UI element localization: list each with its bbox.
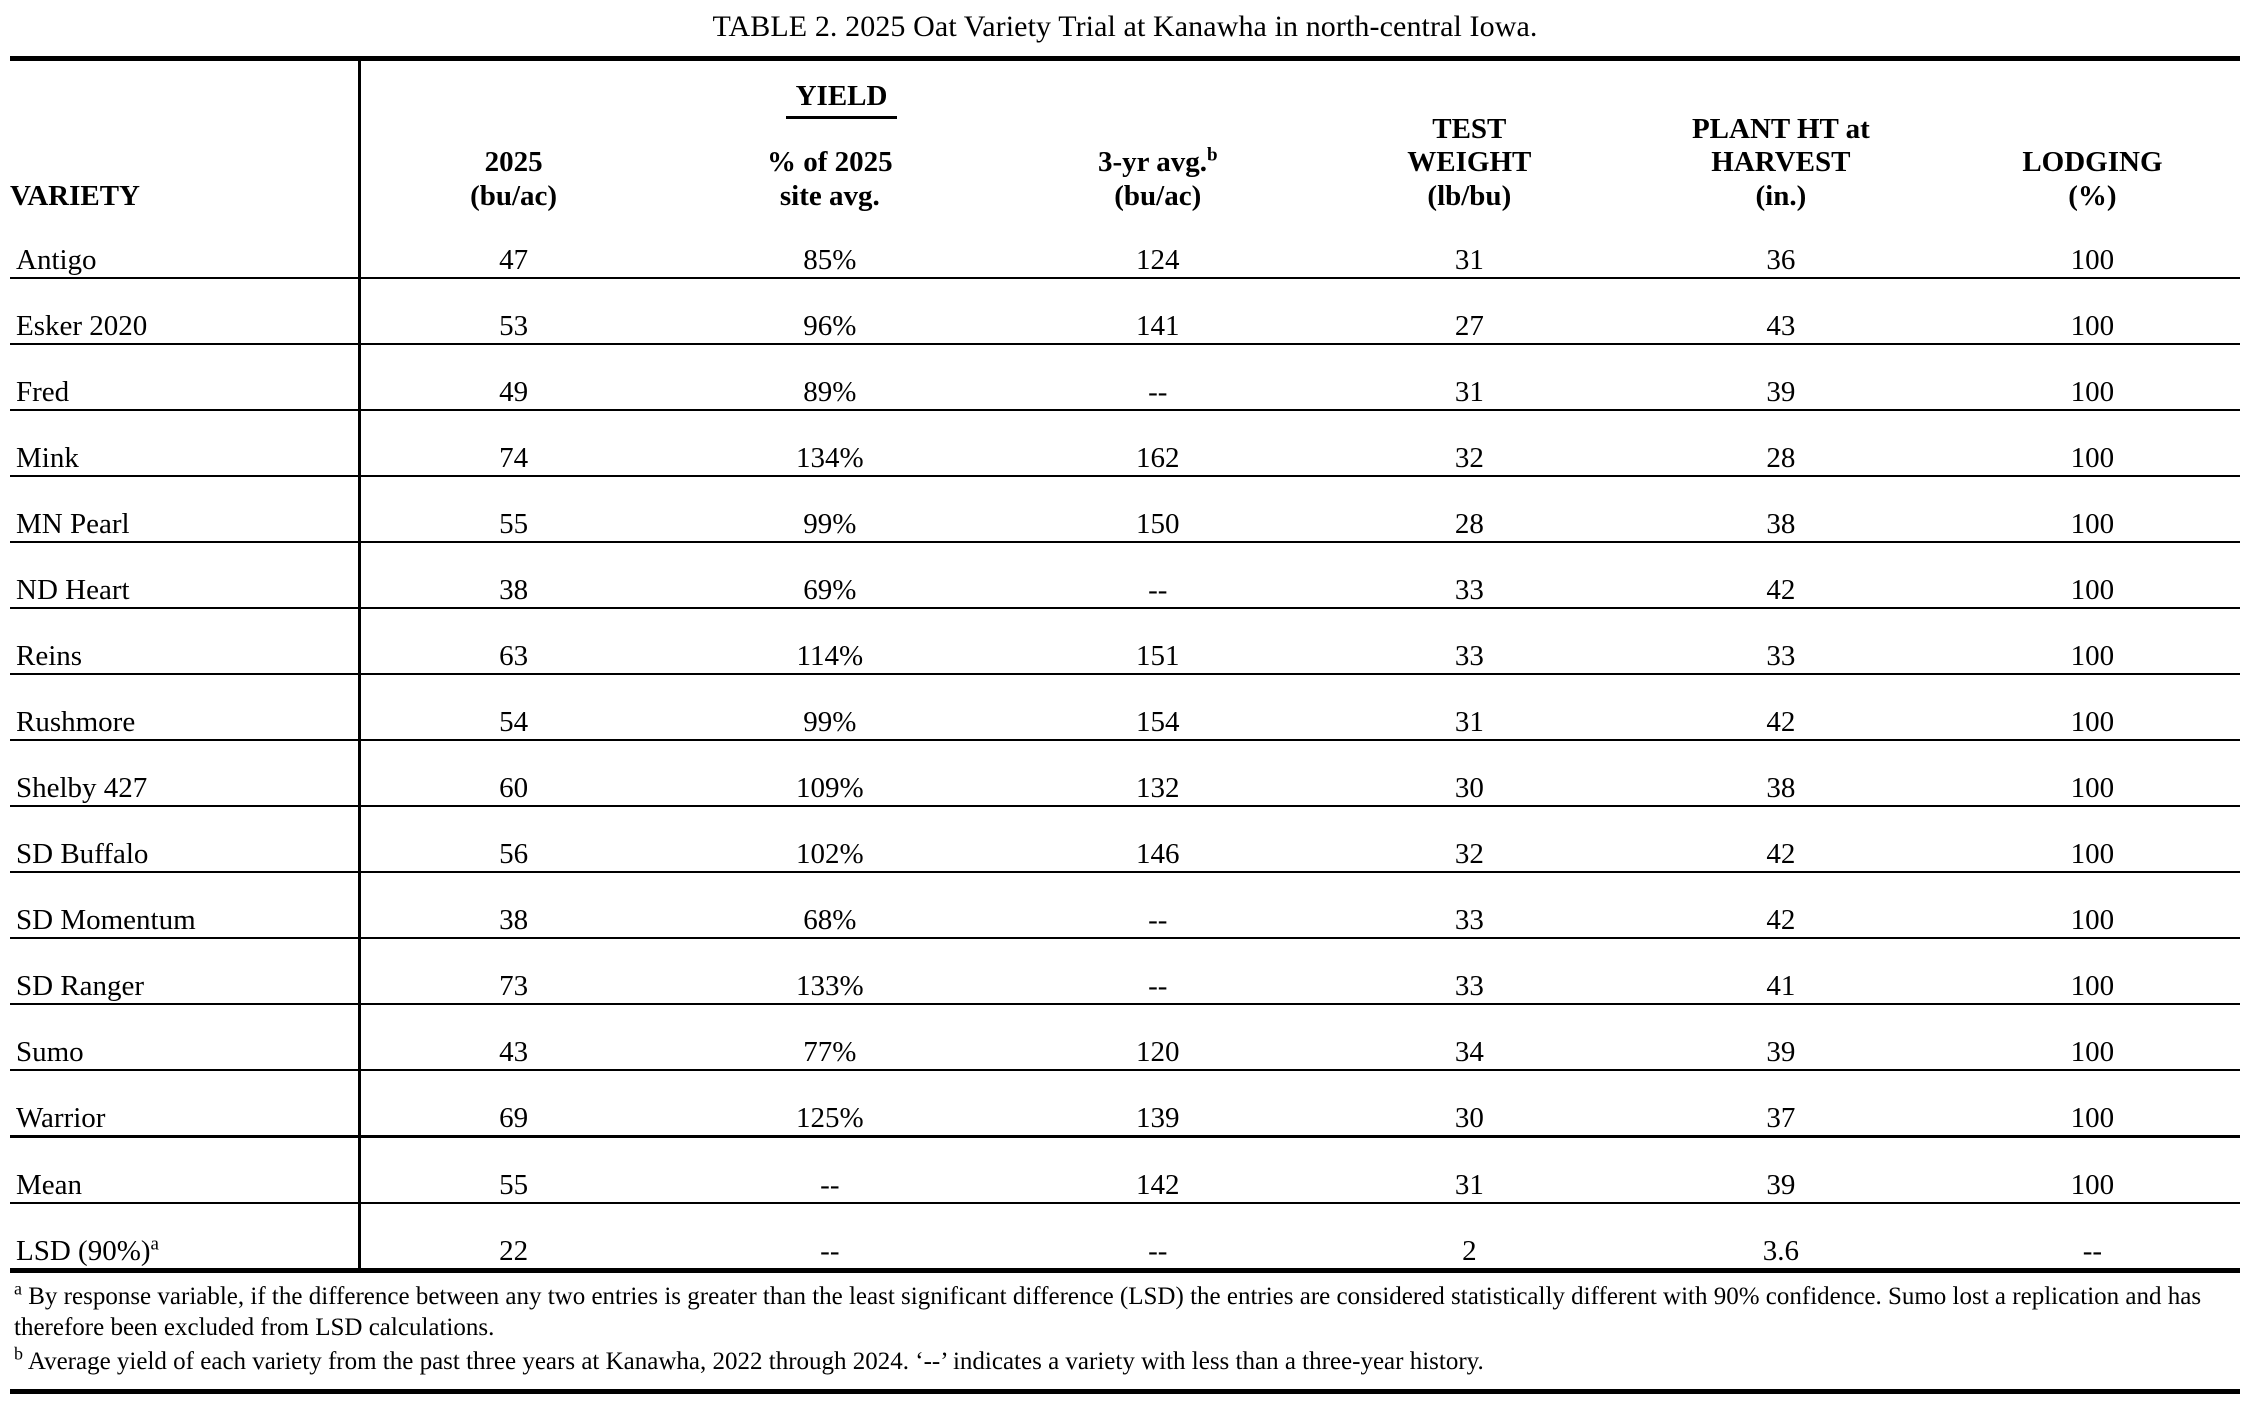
cell-plant-height: 3.6 (1762, 1235, 1799, 1268)
cell-pct-site-avg: 134% (666, 410, 994, 476)
table-body (10, 213, 2240, 1268)
variety-label: Shelby 427 (16, 772, 148, 805)
cell-variety (10, 872, 360, 938)
cell-plant-height: 33 (1617, 608, 1945, 674)
pct-site-line2: site avg. (779, 179, 880, 212)
table-row (10, 608, 2240, 674)
variety-label: Mink (16, 442, 79, 475)
column-header-pct-site-avg (666, 113, 994, 213)
table-row (10, 1070, 2240, 1137)
cell-variety (10, 410, 360, 476)
cell-3yr-avg: -- (994, 938, 1322, 1004)
column-header-variety: VARIETY (10, 113, 360, 213)
cell-test-weight: 30 (1322, 740, 1617, 806)
variety-label: Warrior (16, 1102, 106, 1135)
three-yr-line1 (994, 146, 1322, 179)
cell-variety (10, 674, 360, 740)
footnotes (10, 1273, 2240, 1379)
cell-variety (10, 344, 360, 410)
lodging-line1: LODGING (2022, 146, 2163, 179)
yield-2025-line1: 2025 (484, 146, 543, 179)
cell-pct-site-avg: 125% (666, 1070, 994, 1137)
cell-plant-height: 42 (1617, 542, 1945, 608)
cell-test-weight: 31 (1322, 213, 1617, 278)
table-row (10, 740, 2240, 806)
table-row (10, 344, 2240, 410)
test-weight-line3: (lb/bu) (1427, 179, 1512, 212)
cell-plant-height: 28 (1617, 410, 1945, 476)
header-group-lodging (1945, 61, 2240, 113)
cell-3yr-avg: 120 (994, 1004, 1322, 1070)
cell-variety (10, 1004, 360, 1070)
cell-lodging: 100 (1945, 344, 2240, 410)
cell-lodging: -- (2082, 1235, 2103, 1268)
cell-plant-height: 36 (1617, 213, 1945, 278)
cell-yield-2025: 54 (360, 674, 666, 740)
column-header-3yr-avg (994, 113, 1322, 213)
cell-3yr-avg: -- (994, 344, 1322, 410)
cell-3yr-avg: 151 (994, 608, 1322, 674)
cell-test-weight: 33 (1322, 938, 1617, 1004)
variety-label: LSD (90%) (16, 1235, 151, 1268)
cell-plant-height: 42 (1617, 872, 1945, 938)
cell-yield-2025: 56 (360, 806, 666, 872)
cell-yield-2025: 74 (360, 410, 666, 476)
cell-plant-height: 39 (1617, 1004, 1945, 1070)
cell-lodging: 100 (1945, 213, 2240, 278)
cell-plant-height: 42 (1617, 674, 1945, 740)
cell-variety (10, 608, 360, 674)
cell-yield-2025: 38 (360, 872, 666, 938)
cell-test-weight: 34 (1322, 1004, 1617, 1070)
cell-test-weight: 33 (1322, 872, 1617, 938)
cell-lodging: 100 (1945, 410, 2240, 476)
variety-label: Fred (16, 376, 70, 409)
cell-lodging: 100 (1945, 806, 2240, 872)
page-title: TABLE 2. 2025 Oat Variety Trial at Kanawha in north-central Iowa. (712, 10, 1538, 43)
cell-yield-2025: 63 (360, 608, 666, 674)
header-group-blank (10, 61, 360, 113)
cell-yield-2025: 38 (360, 542, 666, 608)
cell-test-weight: 27 (1322, 278, 1617, 344)
table-row (10, 542, 2240, 608)
cell-plant-height: 39 (1617, 344, 1945, 410)
yield-group-label: YIELD (786, 80, 898, 119)
cell-pct-site-avg: 99% (666, 476, 994, 542)
three-yr-line2: (bu/ac) (1114, 179, 1202, 212)
variety-label: Reins (16, 640, 83, 673)
table-head (10, 61, 2240, 213)
cell-lodging: 100 (1945, 674, 2240, 740)
cell-3yr-avg: 124 (994, 213, 1322, 278)
cell-lodging: 100 (1945, 872, 2240, 938)
cell-yield-2025: 53 (360, 278, 666, 344)
cell-pct-site-avg: 85% (666, 213, 994, 278)
cell-test-weight: 28 (1322, 476, 1617, 542)
cell-test-weight: 33 (1322, 542, 1617, 608)
column-header-plant-height (1617, 113, 1945, 213)
lodging-line2: (%) (2068, 179, 2117, 212)
column-header-test-weight (1322, 113, 1617, 213)
cell-test-weight: 2 (1462, 1235, 1477, 1268)
cell-3yr-avg: 142 (994, 1137, 1322, 1204)
footnote-mark: b (14, 1343, 23, 1364)
cell-plant-height: 43 (1617, 278, 1945, 344)
plant-ht-line3: (in.) (1755, 179, 1807, 212)
cell-pct-site-avg: -- (820, 1235, 840, 1268)
page-bottom-rule (10, 1389, 2240, 1394)
cell-lodging: 100 (1945, 1004, 2240, 1070)
cell-yield-2025: 55 (360, 1137, 666, 1204)
three-yr-label: 3-yr avg. (1097, 146, 1207, 179)
cell-variety (10, 1070, 360, 1137)
yield-2025-line2: (bu/ac) (470, 179, 558, 212)
cell-3yr-avg: -- (994, 872, 1322, 938)
cell-3yr-avg: 154 (994, 674, 1322, 740)
cell-plant-height: 41 (1617, 938, 1945, 1004)
cell-pct-site-avg: 96% (666, 278, 994, 344)
cell-lodging: 100 (1945, 1070, 2240, 1137)
table-row (10, 938, 2240, 1004)
cell-plant-height: 38 (1617, 740, 1945, 806)
cell-pct-site-avg: 89% (666, 344, 994, 410)
cell-lodging: 100 (1945, 542, 2240, 608)
variety-label: SD Buffalo (16, 838, 149, 871)
cell-pct-site-avg: 109% (666, 740, 994, 806)
cell-3yr-avg: 146 (994, 806, 1322, 872)
column-header-lodging (1945, 113, 2240, 213)
cell-test-weight: 31 (1322, 344, 1617, 410)
test-weight-line2: WEIGHT (1407, 146, 1532, 179)
cell-pct-site-avg: 77% (666, 1004, 994, 1070)
cell-test-weight: 32 (1322, 806, 1617, 872)
three-yr-footnote-mark: b (1206, 144, 1218, 166)
cell-pct-site-avg: 68% (666, 872, 994, 938)
cell-lodging: 100 (1945, 278, 2240, 344)
header-group-row (10, 61, 2240, 113)
footnote-b (14, 1343, 2236, 1377)
footnote-a (14, 1278, 2236, 1344)
header-group-test-weight (1322, 61, 1617, 113)
cell-3yr-avg: 150 (994, 476, 1322, 542)
cell-yield-2025: 47 (360, 213, 666, 278)
cell-plant-height: 42 (1617, 806, 1945, 872)
cell-yield-2025: 60 (360, 740, 666, 806)
cell-plant-height: 37 (1617, 1070, 1945, 1137)
table-row (10, 872, 2240, 938)
cell-variety (10, 542, 360, 608)
variety-label: SD Momentum (16, 904, 196, 937)
cell-pct-site-avg: 102% (666, 806, 994, 872)
plant-ht-line1: PLANT HT at (1691, 113, 1870, 145)
plant-ht-line2: HARVEST (1711, 146, 1851, 179)
table-row (10, 476, 2240, 542)
cell-variety (10, 278, 360, 344)
cell-test-weight: 32 (1322, 410, 1617, 476)
test-weight-line1: TEST (1432, 113, 1507, 145)
table-row (10, 806, 2240, 872)
cell-yield-2025: 73 (360, 938, 666, 1004)
cell-variety (10, 476, 360, 542)
cell-test-weight: 31 (1322, 1137, 1617, 1204)
footnote-mark: a (14, 1278, 22, 1299)
variety-label: Rushmore (16, 706, 136, 739)
cell-lodging: 100 (1945, 608, 2240, 674)
cell-pct-site-avg: 69% (666, 542, 994, 608)
cell-pct-site-avg: 114% (666, 608, 994, 674)
cell-3yr-avg: -- (1148, 1235, 1168, 1268)
header-group-yield (360, 61, 1322, 113)
cell-variety (10, 1137, 360, 1204)
variety-label: Mean (16, 1169, 83, 1202)
cell-3yr-avg: 141 (994, 278, 1322, 344)
cell-variety (10, 806, 360, 872)
cell-plant-height: 39 (1617, 1137, 1945, 1204)
variety-label: ND Heart (16, 574, 130, 607)
table-summary-row (10, 1203, 2240, 1268)
table-row (10, 278, 2240, 344)
cell-lodging: 100 (1945, 740, 2240, 806)
pct-site-line1: % of 2025 (766, 146, 893, 179)
table-row (10, 410, 2240, 476)
column-header-yield-2025 (360, 113, 666, 213)
header-group-plant-ht (1617, 61, 1945, 113)
cell-3yr-avg: 162 (994, 410, 1322, 476)
cell-pct-site-avg: 133% (666, 938, 994, 1004)
variety-label: Antigo (16, 244, 97, 277)
cell-pct-site-avg: 99% (666, 674, 994, 740)
cell-lodging: 100 (1945, 1137, 2240, 1204)
cell-lodging: 100 (1945, 938, 2240, 1004)
variety-label: Esker 2020 (16, 310, 148, 343)
cell-variety (10, 213, 360, 278)
cell-yield-2025: 49 (360, 344, 666, 410)
cell-pct-site-avg: -- (666, 1137, 994, 1204)
cell-test-weight: 33 (1322, 608, 1617, 674)
footnote-text: Average yield of each variety from the past three years at Kanawha, 2022 through 2024. ‘--’ indicates a variety with less than a three-year history. (23, 1347, 1484, 1375)
cell-3yr-avg: 139 (994, 1070, 1322, 1137)
variety-footnote-mark: a (150, 1233, 159, 1255)
header-row (10, 113, 2240, 213)
cell-yield-2025: 22 (499, 1235, 529, 1268)
cell-test-weight: 30 (1322, 1070, 1617, 1137)
cell-yield-2025: 43 (360, 1004, 666, 1070)
cell-variety (10, 1203, 360, 1268)
cell-3yr-avg: -- (994, 542, 1322, 608)
table-summary-row (10, 1137, 2240, 1204)
cell-plant-height: 38 (1617, 476, 1945, 542)
variety-label: Sumo (16, 1036, 84, 1069)
cell-lodging: 100 (1945, 476, 2240, 542)
table-row (10, 213, 2240, 278)
cell-variety (10, 740, 360, 806)
table-row (10, 674, 2240, 740)
variety-trial-table (10, 61, 2240, 1268)
cell-variety (10, 938, 360, 1004)
cell-yield-2025: 69 (360, 1070, 666, 1137)
variety-label: SD Ranger (16, 970, 145, 1003)
cell-test-weight: 31 (1322, 674, 1617, 740)
variety-label: MN Pearl (16, 508, 130, 541)
cell-3yr-avg: 132 (994, 740, 1322, 806)
footnote-text: By response variable, if the difference between any two entries is greater than the least significant difference (LSD) the entries are considered statistically different with 90% confidence. Sumo lost a replication and has therefore been excluded from LSD calculations. (14, 1283, 2202, 1342)
cell-yield-2025: 55 (360, 476, 666, 542)
table-row (10, 1004, 2240, 1070)
